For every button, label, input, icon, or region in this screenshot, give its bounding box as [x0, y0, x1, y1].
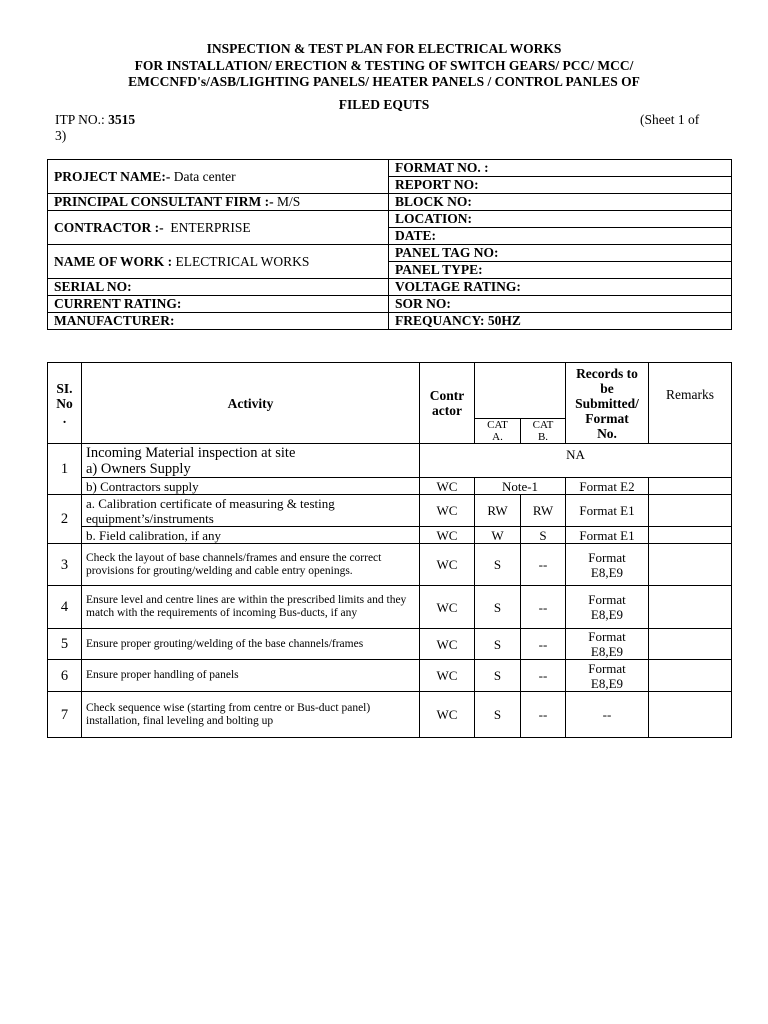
table-row — [48, 629, 732, 660]
row-activity-line-1: Incoming Material inspection at site — [86, 444, 296, 461]
row-contractor: WC — [420, 629, 475, 660]
project-name-value: Data center — [170, 168, 236, 184]
contractor-label: CONTRACTOR :- — [54, 219, 164, 235]
consultant-label: PRINCIPAL CONSULTANT FIRM :- — [54, 194, 274, 209]
col-header-remarks: Remarks — [649, 363, 732, 444]
row-cat-a: S — [475, 692, 521, 738]
table-row — [48, 692, 732, 738]
col-header-records-3: Submitted/ — [575, 395, 639, 411]
row-records-line-2: E8,E9 — [590, 607, 624, 622]
sor-no-cell: SOR NO: — [389, 296, 732, 313]
col-header-contractor-1: Contr — [429, 388, 465, 403]
row-records-line-1: Format — [588, 592, 626, 607]
title-line-3: EMCCNFD's/ASB/LIGHTING PANELS/ HEATER PANELS / CONTROL PANLES OF — [128, 74, 640, 89]
row-records-line-1: Format — [588, 629, 626, 644]
row-records-line-1: Format — [588, 549, 626, 565]
row-activity-line-2: a) Owners Supply — [86, 460, 191, 477]
col-header-contractor-2: actor — [432, 403, 462, 418]
table-row — [48, 544, 732, 586]
row-remarks — [649, 586, 732, 629]
title-line-1: INSPECTION & TEST PLAN FOR ELECTRICAL WORKS — [206, 41, 562, 56]
manufacturer-cell: MANUFACTURER: — [48, 313, 389, 330]
row-activity — [82, 444, 420, 478]
title-line-2: FOR INSTALLATION/ ERECTION & TESTING OF SWITCH GEARS/ PCC/ MCC/ — [134, 58, 634, 73]
row-activity: Ensure proper handling of panels — [82, 660, 420, 692]
consultant-value: M/S — [273, 194, 301, 209]
row-sl: 2 — [48, 495, 82, 544]
voltage-rating-cell: VOLTAGE RATING: — [389, 279, 732, 296]
row-contractor: WC — [420, 495, 475, 527]
row-records: Format E1 — [566, 495, 649, 527]
col-header-cat-b — [521, 419, 566, 444]
row-contractor: WC — [420, 478, 475, 495]
row-sl: 3 — [48, 544, 82, 586]
row-cat-a: RW — [475, 495, 521, 527]
row-remarks — [649, 544, 732, 586]
row-merged-na: NA — [420, 444, 732, 478]
activity-table — [47, 362, 732, 738]
row-remarks — [649, 478, 732, 495]
row-records: Format E2 — [566, 478, 649, 495]
col-header-cat-a-2: A. — [492, 431, 503, 443]
row-records — [566, 544, 649, 586]
project-info-table — [47, 159, 732, 330]
table-row — [48, 495, 732, 527]
col-header-sl-3: . — [62, 410, 67, 426]
block-no-cell: BLOCK NO: — [389, 194, 732, 211]
table-row — [48, 527, 732, 544]
col-header-cat-b-2: B. — [537, 431, 549, 443]
project-name-label: PROJECT NAME:- — [54, 168, 171, 184]
row-activity: Check sequence wise (starting from centre or Bus-duct panel) installation, final leveling and bolting up — [82, 692, 420, 738]
row-records — [566, 660, 649, 692]
row-cat-a: S — [475, 660, 521, 692]
row-remarks — [649, 527, 732, 544]
title-line-4: FILED EQUTS — [338, 97, 430, 112]
row-records-line-1: Format — [588, 660, 626, 676]
row-contractor: WC — [420, 586, 475, 629]
itp-label: ITP NO.: — [55, 112, 109, 127]
col-header-cat-a — [475, 419, 521, 444]
col-header-contractor — [420, 363, 475, 444]
row-activity: a. Calibration certificate of measuring & testing equipment’s/instruments — [82, 495, 420, 527]
location-cell: LOCATION: — [389, 211, 732, 228]
row-sl: 4 — [48, 586, 82, 629]
col-header-cat-group — [475, 363, 566, 419]
row-sl: 1 — [48, 444, 82, 495]
col-header-sl-2: No — [56, 395, 73, 411]
row-contractor: WC — [420, 692, 475, 738]
row-contractor: WC — [420, 544, 475, 586]
work-name-value: ELECTRICAL WORKS — [172, 253, 310, 269]
row-cat-a: S — [475, 586, 521, 629]
row-remarks — [649, 629, 732, 660]
contractor-value: ENTERPRISE — [163, 219, 251, 235]
row-records — [566, 629, 649, 660]
contractor-cell — [48, 211, 389, 245]
table-row — [48, 444, 732, 478]
sheet-indicator: (Sheet 1 of — [640, 112, 700, 127]
row-activity: Ensure proper grouting/welding of the base channels/frames — [82, 629, 420, 660]
row-note: Note-1 — [475, 478, 566, 495]
col-header-records-2: be — [600, 380, 614, 396]
row-contractor: WC — [420, 527, 475, 544]
col-header-sl — [48, 363, 82, 444]
row-activity: Ensure level and centre lines are within the prescribed limits and they match with the requirements of incoming Bus-ducts, if any — [82, 586, 420, 629]
consultant-cell — [48, 194, 389, 211]
format-no-cell: FORMAT NO. : — [389, 160, 732, 177]
row-records — [566, 586, 649, 629]
row-activity: b) Contractors supply — [82, 478, 420, 495]
row-sl: 5 — [48, 629, 82, 660]
col-header-activity: Activity — [82, 363, 420, 444]
row-records-line-2: E8,E9 — [590, 675, 624, 691]
frequency-cell: FREQUANCY: 50HZ — [389, 313, 732, 330]
row-activity: b. Field calibration, if any — [82, 527, 420, 544]
itp-value: 3515 — [108, 112, 136, 127]
row-cat-b: S — [521, 527, 566, 544]
panel-type-cell: PANEL TYPE: — [389, 262, 732, 279]
row-records: -- — [566, 692, 649, 738]
report-no-cell: REPORT NO: — [389, 177, 732, 194]
col-header-sl-1: SI. — [56, 380, 73, 396]
row-activity: Check the layout of base channels/frames and ensure the correct provisions for grouting/welding and cable entry openings. — [82, 544, 420, 586]
row-cat-b: -- — [521, 629, 566, 660]
table-row — [48, 660, 732, 692]
row-cat-b: RW — [521, 495, 566, 527]
col-header-cat-b-1: CAT — [532, 419, 554, 431]
row-records-line-2: E8,E9 — [590, 564, 624, 580]
row-sl: 7 — [48, 692, 82, 738]
row-records: Format E1 — [566, 527, 649, 544]
col-header-records-5: No. — [597, 425, 617, 441]
project-name-cell — [48, 160, 389, 194]
row-cat-b: -- — [521, 586, 566, 629]
col-header-cat-a-1: CAT — [487, 419, 508, 431]
itp-number — [55, 112, 135, 128]
row-cat-b: -- — [521, 660, 566, 692]
row-cat-a: S — [475, 629, 521, 660]
work-name-cell — [48, 245, 389, 279]
col-header-records-4: Format — [585, 410, 629, 426]
row-cat-b: -- — [521, 544, 566, 586]
row-records-line-2: E8,E9 — [590, 644, 624, 659]
current-rating-cell: CURRENT RATING: — [48, 296, 389, 313]
row-cat-a: W — [475, 527, 521, 544]
col-header-records — [566, 363, 649, 444]
row-remarks — [649, 692, 732, 738]
table-row — [48, 478, 732, 495]
table-row — [48, 586, 732, 629]
sheet-indicator-cont: 3) — [55, 128, 67, 143]
row-cat-b: -- — [521, 692, 566, 738]
row-remarks — [649, 495, 732, 527]
serial-no-cell: SERIAL NO: — [48, 279, 389, 296]
row-sl: 6 — [48, 660, 82, 692]
date-cell: DATE: — [389, 228, 732, 245]
row-remarks — [649, 660, 732, 692]
panel-tag-cell: PANEL TAG NO: — [389, 245, 732, 262]
row-cat-a: S — [475, 544, 521, 586]
work-name-label: NAME OF WORK : — [54, 253, 173, 269]
col-header-records-1: Records to — [576, 365, 638, 381]
row-contractor: WC — [420, 660, 475, 692]
